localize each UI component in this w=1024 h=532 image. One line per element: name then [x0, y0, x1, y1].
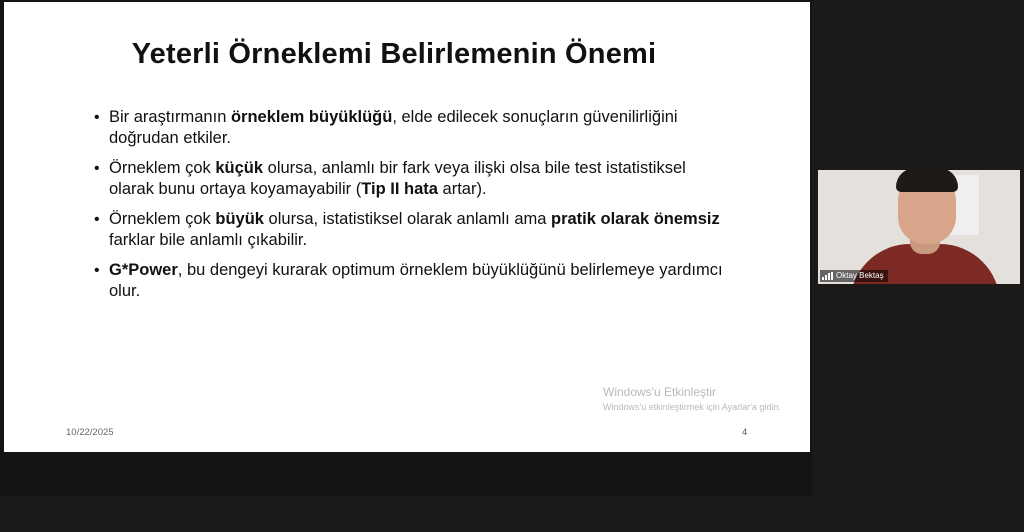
slide-title: Yeterli Örneklemi Belirlemenin Önemi: [131, 38, 657, 70]
bullet-text: , bu dengeyi kurarak optimum örneklem büyüklüğünü belirlemeye yardımcı olur.: [109, 261, 723, 300]
bullet-text-bold: G*Power: [109, 261, 178, 279]
bullet-item: [94, 260, 734, 302]
slide-page-number: 4: [742, 427, 748, 438]
bullet-item: [94, 107, 734, 149]
bullet-text: olursa, anlamlı bir fark veya ilişki olsa bile test istatistiksel olarak bunu ortaya koyamayabilir (: [109, 159, 686, 198]
participant-hair: [896, 170, 958, 192]
presentation-slide: [4, 2, 810, 452]
participant-video-tile[interactable]: [818, 170, 1020, 284]
bullet-text: Bir araştırmanın: [109, 108, 231, 126]
bullet-text-bold: pratik olarak önemsiz: [551, 210, 720, 228]
bullet-text-bold: büyük: [215, 210, 264, 228]
bullet-item: [94, 209, 734, 251]
watermark-title: Windows'u Etkinleştir: [603, 385, 716, 399]
bullet-text: Örneklem çok: [109, 159, 216, 177]
bullet-text-bold: örneklem büyüklüğü: [230, 108, 393, 126]
bullet-text: Örneklem çok: [109, 210, 216, 228]
bullet-text: farklar bile anlamlı çıkabilir.: [109, 231, 308, 249]
bullet-dot-icon: •: [94, 211, 100, 228]
bullet-text: olursa, istatistiksel olarak anlamlı ama: [263, 210, 551, 228]
slide-date: 10/22/2025: [66, 427, 114, 438]
bullet-text: artar).: [437, 180, 487, 198]
participant-name: Oktay Bektaş: [836, 271, 884, 280]
participant-name-tag: [820, 270, 888, 282]
bullet-text-bold: küçük: [215, 159, 264, 177]
signal-bars-icon: [822, 272, 833, 280]
bullet-text-bold: Tip II hata: [361, 180, 438, 198]
bullet-dot-icon: •: [94, 262, 100, 279]
bullet-text: , elde edilecek sonuçların güvenilirliğini doğrudan etkiler.: [109, 108, 678, 147]
watermark-subtitle: Windows'u etkinleştirmek için Ayarlar'a gidin.: [603, 402, 781, 412]
bullet-item: [94, 158, 734, 200]
bullet-dot-icon: •: [94, 160, 100, 177]
bullet-list: [94, 107, 734, 311]
windows-activation-watermark: [603, 385, 781, 412]
bullet-dot-icon: •: [94, 109, 100, 126]
